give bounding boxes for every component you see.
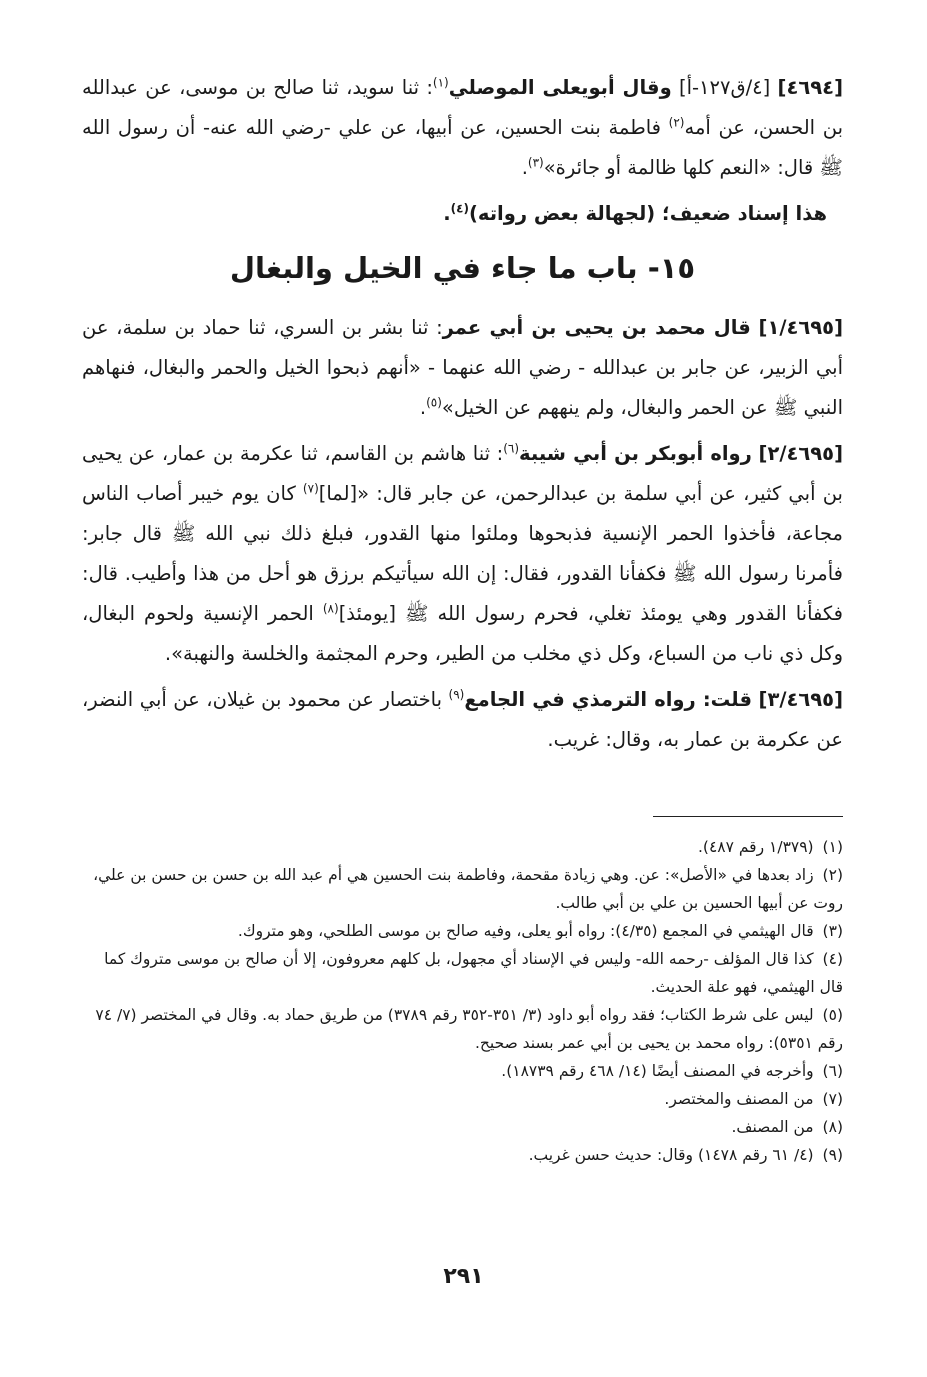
footnote-text: من المصنف والمختصر. [664, 1090, 814, 1108]
footnote-marker: (٧) [302, 481, 319, 496]
footnote-number: (٨) [822, 1118, 843, 1136]
footnote [82, 945, 843, 1001]
footnote-text: زاد بعدها في «الأصل»: عن. وهي زيادة مقحمة، وفاطمة بنت الحسين هي أم عبد الله بن حسن بن حسن بن علي، روت عن أبيها الحسين بن علي بن أبي طالب. [93, 866, 843, 912]
footnote-text: (٤/ ٦١ رقم ١٤٧٨) وقال: حديث حسن غريب. [528, 1146, 814, 1164]
hadith-entry-4695-3 [82, 680, 843, 760]
footnote-text: كذا قال المؤلف -رحمه الله- وليس في الإسناد أي مجهول، بل كلهم معروفون، إلا أن صالح بن موسى متروك كما قال الهيثمي، فهو علة الحديث. [104, 950, 843, 996]
footnote-marker: (٤) [450, 201, 469, 216]
entry-ref: [٤٦٩٤] [777, 76, 843, 99]
footnote-number: (٩) [822, 1146, 843, 1164]
entry-text-end: . [521, 156, 528, 179]
hadith-entry-4695-2 [82, 434, 843, 674]
manuscript-ref: [٤/ق١٢٧-أ] [678, 76, 771, 99]
footnote-text: وأخرجه في المصنف أيضًا (١٤/ ٤٦٨ رقم ١٨٧٣٩). [501, 1062, 814, 1080]
footnote-number: (٤) [822, 950, 843, 968]
hadith-entry-4694 [82, 68, 843, 188]
footnote [82, 833, 843, 861]
footnote-marker: (٥) [426, 395, 442, 410]
footnote-number: (١) [822, 838, 843, 856]
entry-ref: [١/٤٦٩٥] [758, 316, 843, 339]
footnote [82, 1113, 843, 1141]
entry-text: : ثنا بشر بن السري، ثنا حماد بن سلمة، عن أبي الزبير، عن جابر بن عبدالله - رضي الله عنهما - «أنهم ذبحوا الخيل والحمر والبغال، فنهاهم النبي ﷺ عن الحمر والبغال، ولم ينههم عن الخيل» [82, 316, 843, 419]
grading-text: هذا إسناد ضعيف؛ (لجهالة بعض رواته) [468, 202, 827, 225]
footnote-number: (٣) [822, 922, 843, 940]
entry-text: باختصار عن محمود بن غيلان، عن أبي النضر، عن عكرمة بن عمار به، وقال: غريب. [82, 688, 843, 751]
page-number: ٢٩١ [443, 1264, 484, 1289]
footnote-text: من المصنف. [731, 1118, 814, 1136]
footnote-marker: (٣) [527, 155, 544, 170]
chapter-title: ١٥- باب ما جاء في الخيل والبغال [229, 251, 696, 285]
footnote-number: (٦) [822, 1062, 843, 1080]
footnote-marker: (٦) [503, 441, 520, 456]
footnotes-list [82, 833, 843, 1169]
footnote-text: قال الهيثمي في المجمع (٤/٣٥): رواه أبو يعلى، وفيه صالح بن موسى الطلحي، وهو متروك. [237, 922, 814, 940]
footnote-text: ليس على شرط الكتاب؛ فقد رواه أبو داود (٣/ ٣٥١-٣٥٢ رقم ٣٧٨٩) من طريق حماد به. وقال في المختصر (٧/ ٧٤ رقم ٥٣٥١): رواه محمد بن يحيى بن أبي عمر بسند صحيح. [95, 1006, 843, 1052]
footnote-marker: (١) [432, 75, 449, 90]
footnote-text: (١/٣٧٩ رقم ٤٨٧). [697, 838, 814, 856]
hadith-entry-4695-1 [82, 308, 843, 428]
footnote [82, 1001, 843, 1057]
footnote-number: (٥) [822, 1006, 843, 1024]
footnote [82, 1085, 843, 1113]
footnote-marker: (٩) [448, 687, 465, 702]
entry-lead: وقال أبويعلى الموصلي [448, 76, 672, 99]
footnote-divider [653, 816, 843, 817]
entry-lead: قلت: رواه الترمذي في الجامع [464, 688, 752, 711]
footnote [82, 861, 843, 917]
footnote-number: (٢) [822, 866, 843, 884]
grading-end: . [443, 202, 451, 225]
footnote [82, 917, 843, 945]
entry-lead: رواه أبوبكر بن أبي شيبة [519, 442, 752, 465]
entry-text: : ثنا سويد، ثنا صالح بن موسى، عن عبدالله بن الحسن، عن أمه [82, 76, 843, 139]
entry-text-end: . [419, 396, 427, 419]
footnote [82, 1057, 843, 1085]
book-page [82, 68, 843, 1337]
entry-lead: قال محمد بن يحيى بن أبي عمر [442, 316, 751, 339]
entry-ref: [٣/٤٦٩٥] [758, 688, 843, 711]
footnote-marker: (٢) [668, 115, 685, 130]
isnad-grading [82, 194, 843, 234]
entry-text: كان يوم خيبر أصاب الناس مجاعة، فأخذوا الحمر الإنسية فذبحوها وملئوا منها القدور، فبلغ ذلك نبي الله ﷺ قال جابر: فأمرنا رسول الله ﷺ فكفأنا القدور، فقال: إن الله سيأتيكم برزق هو أحل من هذا وأطيب. قال: فكفأنا القدور وهي يومئذ تغلي، فحرم رسول الله ﷺ [يومئذ] [82, 482, 844, 625]
entry-text: الحمر الإنسية ولحوم البغال، وكل ذي ناب من السباع، وكل ذي مخلب من الطير، وحرم المجثمة والخلسة والنهبة». [82, 602, 843, 665]
footnote [82, 1141, 843, 1169]
entry-text: : ثنا هاشم بن القاسم، ثنا عكرمة بن عمار، عن يحيى بن أبي كثير، عن أبي سلمة بن عبدالرحمن، عن جابر قال: «[لما] [82, 442, 843, 505]
entry-text: فاطمة بنت الحسين، عن أبيها، عن علي -رضي الله عنه- أن رسول الله ﷺ قال: «النعم كلها ظالمة أو جائرة» [82, 116, 843, 179]
entry-ref: [٢/٤٦٩٥] [758, 442, 844, 465]
footnote-number: (٧) [822, 1090, 843, 1108]
footnote-marker: (٨) [322, 601, 339, 616]
